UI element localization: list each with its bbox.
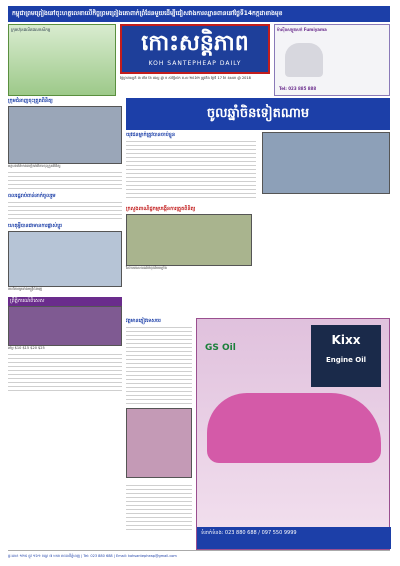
text-block [8,351,122,391]
text-block [126,482,192,532]
text-block [126,324,192,404]
car-image [207,393,381,463]
ad-right-phone: Tel: 023 885 888 [279,86,317,91]
ad-company: GS Oil [205,343,236,353]
text-block [8,199,122,219]
advertisement-right[interactable] [274,24,390,96]
story-photo-3 [8,231,122,287]
event-photo [8,306,122,346]
story-title-4[interactable]: យុវជនម្នាក់ត្រូវបានចាប់ខ្លួន [126,132,176,138]
newspaper-logo[interactable] [120,24,270,74]
page-footer: ផ្ទះលេខ ១២៥ ផ្លូវ ១៦១ ខណ្ឌ ៧ មករា រាជធានីភ្នំពេញ | Tel: 023 880 688 | Email: kohsantepheap@gmail.com [8,550,390,560]
text-block [8,169,122,189]
logo-text: កោះសន្តិភាព [141,30,249,56]
ad-brand: Kixx [331,333,361,347]
story-title-1[interactable]: ក្រុមជំនាញចុះត្រួតពិនិត្យ [8,98,53,104]
ad-product: Engine Oil [325,356,367,364]
mid-headline[interactable]: ក្រសួងពាណិជ្ជកម្មបង្កើនការត្រួតពិនិត្យ [126,206,196,212]
story-body-1: អត្ថបទព័ត៌មានលម្អិតអំពីការចុះត្រួតពិនិត្យ [8,164,61,168]
event-header[interactable]: ព្រឹត្តិការណ៍ពិសេស [8,297,122,306]
event-prices: តម្លៃ $10 $15 $20 $25 [8,346,45,350]
ad-right-text: ម៉ាស៊ីនសម្ងួតសក់ Fumiyama [277,27,327,32]
hair-dryer-icon [285,43,323,77]
text-block [126,138,256,198]
kixx-logo [311,325,381,387]
main-headline[interactable]: ចូលឆ្នាំចិនទៀតណាម [126,98,390,130]
masthead [8,24,390,96]
oil-advertisement[interactable] [196,318,390,550]
story-body-3: ការពិភាក្សារវាងមន្ត្រីជំនាញ [8,286,43,291]
ad-contact: ទំនាក់ទំនង: 023 880 688 / 097 550 9999 [197,527,391,549]
center-stories [126,132,390,294]
newspaper-page [8,6,390,560]
top-banner: កម្ពុជាព្រមព្រៀងនៅចុះហត្ថលេខាលើកិច្ចព្រមព្រៀងគោពាក់ព្រំដែនមួយដើម្បីជៀសវាងការឈ្លានពាននៅថ្ងៃទី14កក្កដាខាងមុខ [8,6,390,22]
story-photo-5 [126,214,252,266]
story-title-2[interactable]: ពលរដ្ឋរាប់ពាន់នាក់ចូលរួម [8,192,56,199]
story-title-6[interactable]: វត្តមានភ្ញៀវទេសចរ [126,318,161,324]
logo-subtitle: KOH SANTEPHEAP DAILY [148,60,242,67]
story-body-5: វិស័យទេសចរណ៍កំពុងរីកចម្រើន [126,266,167,270]
advertisement-left[interactable] [8,24,116,96]
story-title-3[interactable]: ហេតុអ្វីបានជាមានការផ្លាស់ប្តូរ [8,222,62,229]
left-column [8,98,122,560]
story-photo-1 [8,106,122,164]
issue-info: ថ្ងៃព្រហស្បតិ៍ ៣ កើត ខែ ជេស្ឋ ឆ្នាំ ច សំរឹទ្ធិស័ក ព.ស ២៥៦២ ត្រូវនឹង ថ្ងៃទី 17 ខែ ឧសភា ឆ្នាំ 2018 [120,76,251,80]
center-left-column [126,318,192,550]
portrait-photo [126,408,192,478]
story-photo-4 [262,132,390,194]
ad-left-text: ក្រុមហ៊ុនផលិតផលកសិកម្ម [11,27,51,32]
